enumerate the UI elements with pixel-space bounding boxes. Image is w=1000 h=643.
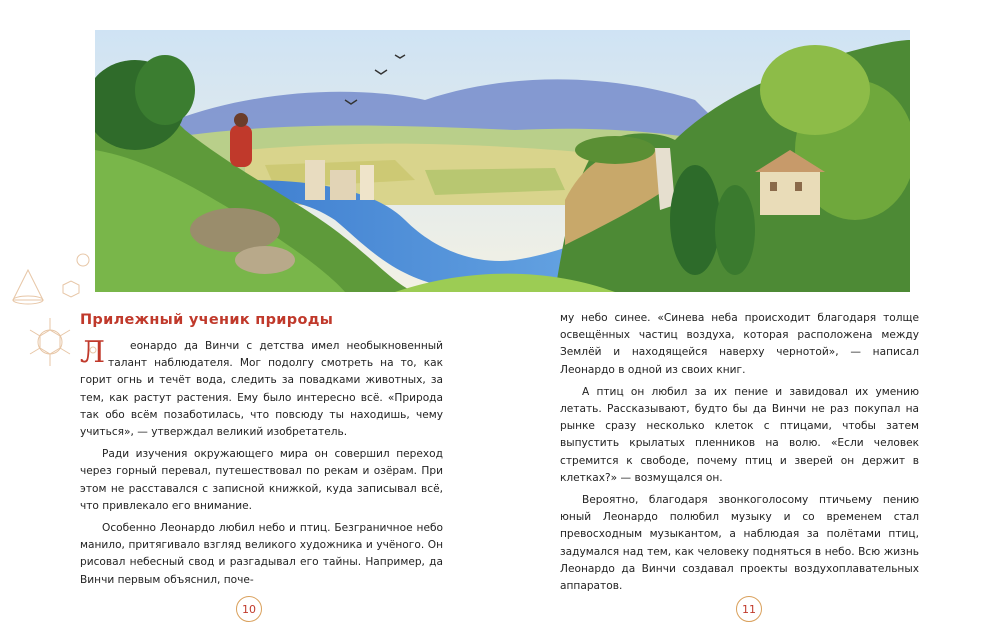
paragraph: Ради изучения окружающего мира он совершил переход через горный перевал, путешествовал по рекам и озёрам. При этом не расставался с записной книжкой, куда записывал всё, что привлекало его внимание. xyxy=(80,448,443,512)
paragraph-text: еонардо да Винчи с детства имел необыкновенный талант наблюдателя. Мог подолгу смотреть на то, как горит огнь и течёт вода, следить за повадками животных, за тем, как растут растения. Ему было интересно всё. «Природа так обо всём позаботилась, что повсюду ты находишь, чему учиться», — утверждал великий изобретатель. xyxy=(80,340,443,439)
left-text-column xyxy=(80,335,443,589)
page-number-right: 11 xyxy=(736,596,762,622)
page-number-left: 10 xyxy=(236,596,262,622)
drop-cap: Л xyxy=(80,335,106,370)
section-heading: Прилежный ученик природы xyxy=(80,312,334,328)
paragraph xyxy=(80,335,443,441)
paragraph: Особенно Леонардо любил небо и птиц. Безграничное небо манило, притягивало взгляд великого художника и учёного. Он рисовал небесный свод и разгадывал его тайны. Например, да Винчи первым объяснил, поче- xyxy=(80,522,443,586)
paragraph: А птиц он любил за их пение и завидовал их умению летать. Рассказывают, будто бы да Винчи не раз покупал на рынке сразу несколько клеток с птицами, чтобы затем выпустить крылатых пленников на волю. «Если человек стремится к свободе, почему птиц и зверей он держит в клетках?» — возмущался он. xyxy=(560,385,919,484)
landscape-illustration xyxy=(95,30,910,292)
paragraph: му небо синее. «Синева неба происходит благодаря толще освещённых частиц воздуха, которая расположена между Землёй и находящейся наверху чернотой», — написал Леонардо в одной из своих книг. xyxy=(560,312,919,376)
right-text-column xyxy=(560,310,919,595)
paragraph: Вероятно, благодаря звонкоголосому птичьему пению юный Леонардо полюбил музыку и со временем стал превосходным музыкантом, а наблюдая за полётами птиц, задумался над тем, как человеку подняться в небо. Всю жизнь Леонардо да Винчи создавал проекты воздухоплавательных аппаратов. xyxy=(560,494,919,593)
